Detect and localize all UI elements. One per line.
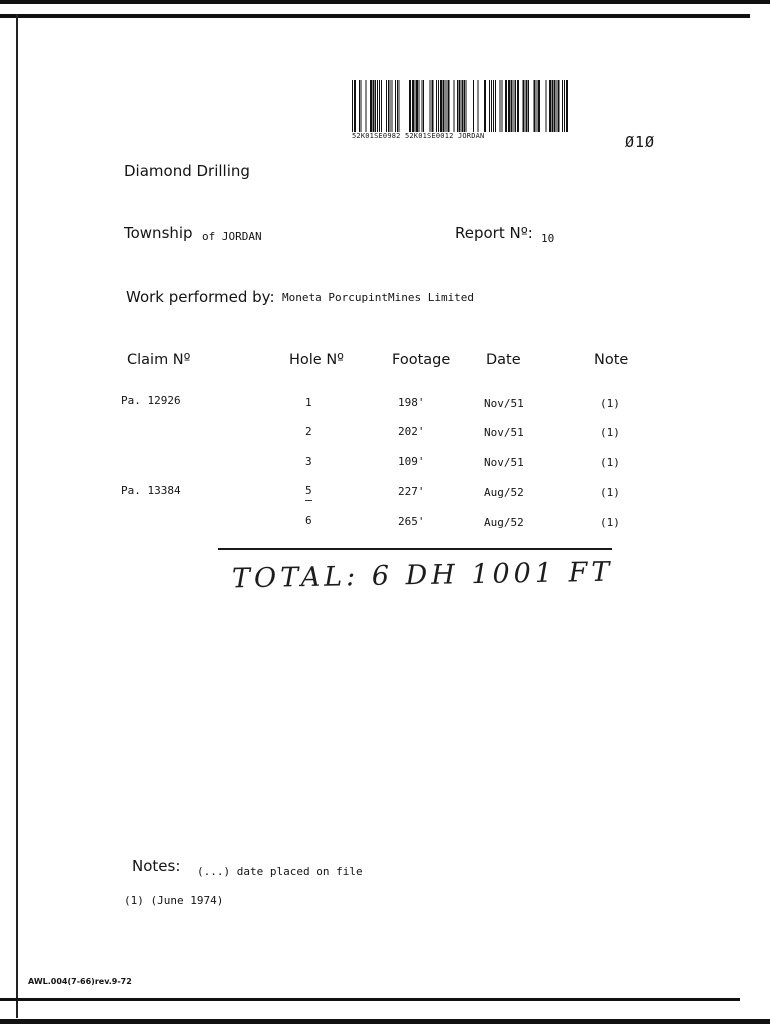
note-cell: (1) bbox=[600, 456, 620, 469]
notes-entry: (1) (June 1974) bbox=[124, 894, 224, 907]
footage-cell: 227' bbox=[398, 485, 425, 498]
bottom-border-rule bbox=[0, 998, 740, 1001]
hole-cell: 6 bbox=[305, 514, 312, 527]
hole-cell: 1 bbox=[305, 396, 312, 409]
hole-cell: 5 bbox=[305, 484, 312, 501]
column-header-hole: Hole Nº bbox=[289, 352, 345, 368]
work-performed-label: Work performed by: bbox=[126, 288, 275, 306]
report-number-label: Report Nº: bbox=[455, 224, 533, 242]
column-header-footage: Footage bbox=[392, 352, 451, 368]
column-header-note: Note bbox=[594, 352, 629, 368]
notes-legend: (...) date placed on file bbox=[197, 865, 363, 878]
hole-cell: 2 bbox=[305, 425, 312, 438]
column-header-date: Date bbox=[486, 352, 521, 368]
total-divider bbox=[218, 548, 612, 550]
form-code: AWL.004(7-66)rev.9-72 bbox=[28, 977, 132, 986]
township-value: of JORDAN bbox=[202, 230, 262, 243]
note-cell: (1) bbox=[600, 426, 620, 439]
handwritten-total: TOTAL: 6 DH 1001 FT bbox=[231, 556, 614, 595]
top-border-rule bbox=[0, 14, 750, 18]
date-cell: Aug/52 bbox=[484, 486, 524, 499]
footage-cell: 202' bbox=[398, 425, 425, 438]
claim-cell: Pa. 12926 bbox=[121, 394, 181, 407]
footage-cell: 265' bbox=[398, 515, 425, 528]
form-title: Diamond Drilling bbox=[124, 162, 250, 180]
left-border-rule bbox=[16, 14, 18, 1018]
note-cell: (1) bbox=[600, 397, 620, 410]
hole-cell: 3 bbox=[305, 455, 312, 468]
township-label: Township bbox=[124, 224, 193, 242]
date-cell: Nov/51 bbox=[484, 426, 524, 439]
column-header-claim: Claim Nº bbox=[127, 352, 191, 368]
top-edge-rule bbox=[0, 0, 770, 4]
barcode-caption: 52K01SE0982 52K01SE0012 JORDAN bbox=[352, 132, 485, 140]
footage-cell: 109' bbox=[398, 455, 425, 468]
page-code: Ø1Ø bbox=[625, 133, 656, 151]
bottom-edge-rule bbox=[0, 1019, 770, 1024]
claim-cell: Pa. 13384 bbox=[121, 484, 181, 497]
barcode-image bbox=[352, 80, 570, 132]
note-cell: (1) bbox=[600, 486, 620, 499]
footage-cell: 198' bbox=[398, 396, 425, 409]
date-cell: Nov/51 bbox=[484, 397, 524, 410]
notes-label: Notes: bbox=[132, 857, 181, 875]
date-cell: Nov/51 bbox=[484, 456, 524, 469]
date-cell: Aug/52 bbox=[484, 516, 524, 529]
note-cell: (1) bbox=[600, 516, 620, 529]
work-performed-value: Moneta PorcupintMines Limited bbox=[282, 291, 475, 304]
report-number-value: 10 bbox=[541, 232, 555, 245]
